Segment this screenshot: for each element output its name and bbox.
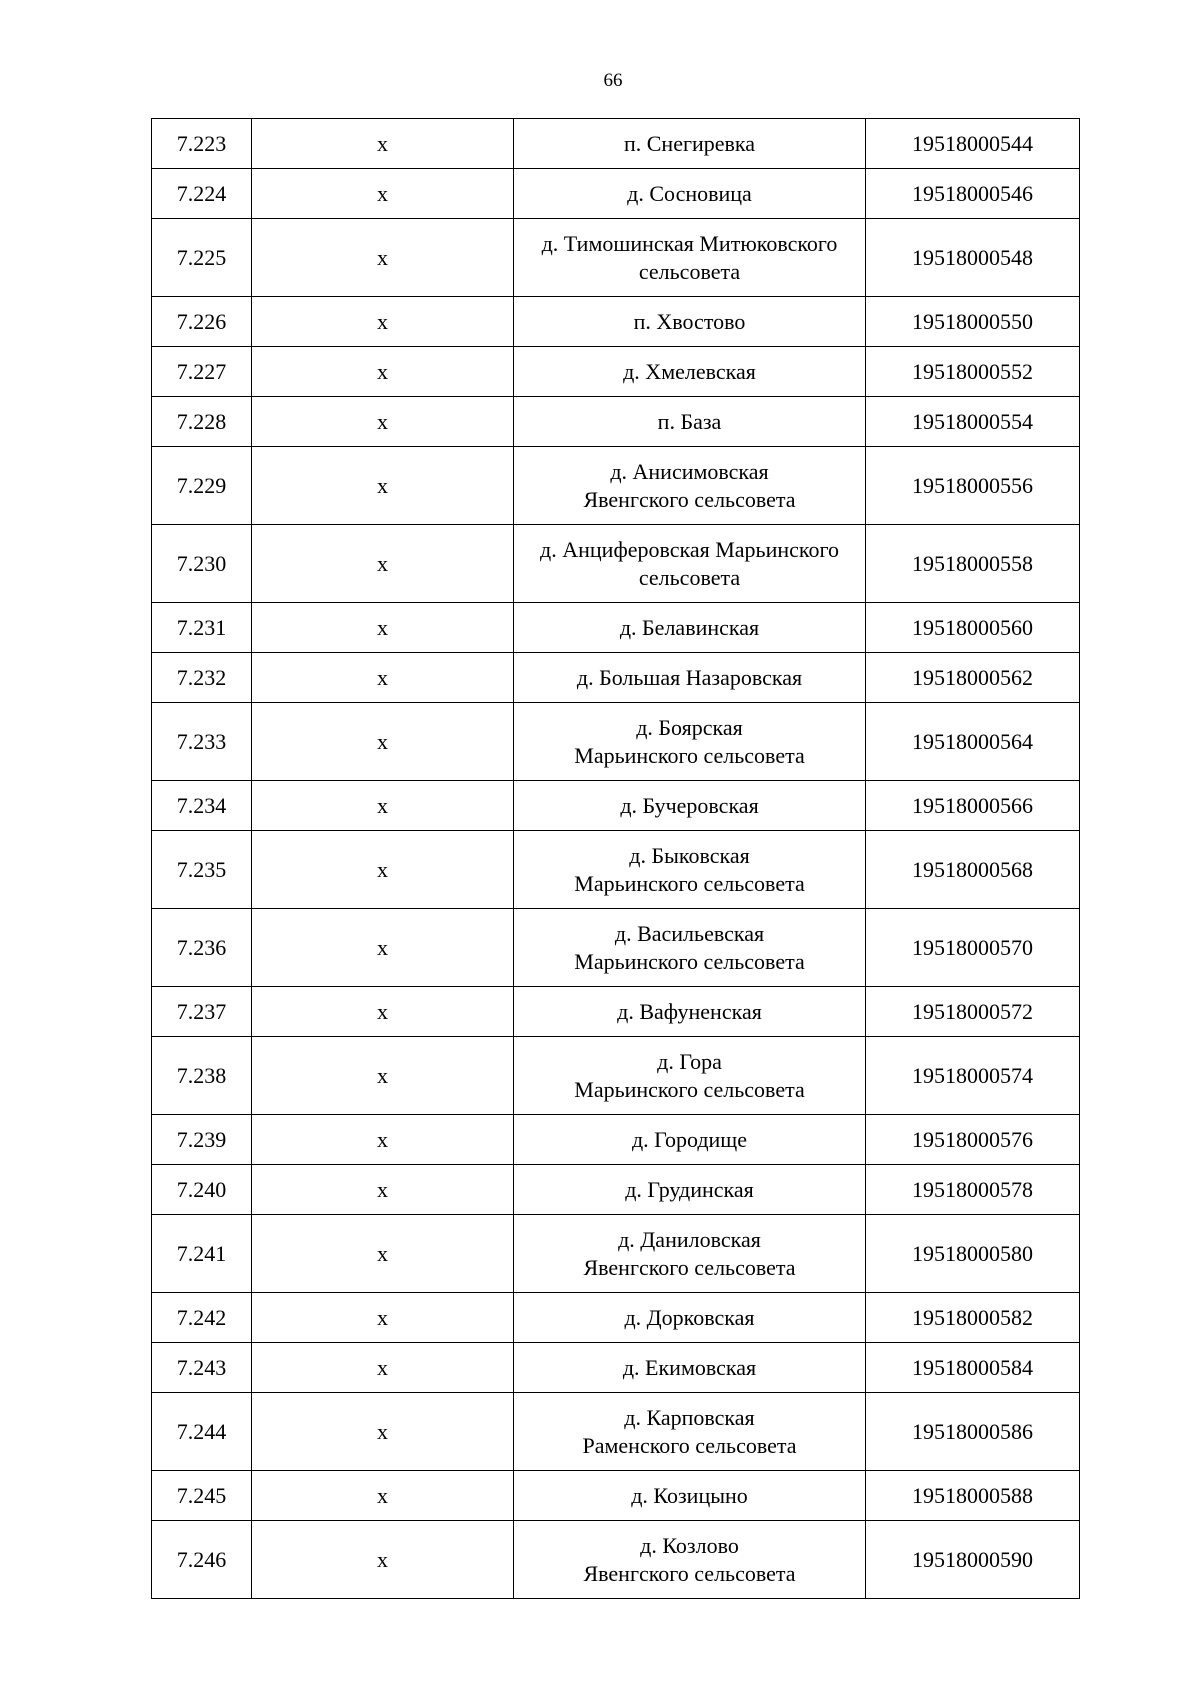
oktmo-code-cell: 19518000550 — [866, 297, 1080, 347]
table-row — [152, 119, 1080, 169]
settlement-name-cell — [514, 525, 866, 603]
mark-cell: х — [252, 703, 514, 781]
settlements-table — [151, 118, 1080, 1599]
table-row — [152, 987, 1080, 1037]
settlement-name-cell — [514, 1037, 866, 1115]
row-number-cell: 7.241 — [152, 1215, 252, 1293]
settlement-name-line: Явенгского сельсовета — [583, 1560, 796, 1586]
row-number-cell: 7.225 — [152, 219, 252, 297]
settlement-name-cell — [514, 169, 866, 219]
mark-cell: х — [252, 219, 514, 297]
settlement-name-cell — [514, 297, 866, 347]
mark-cell: х — [252, 1215, 514, 1293]
table-row — [152, 1471, 1080, 1521]
settlement-name-line: д. Анисимовская — [610, 458, 769, 484]
oktmo-code-cell: 19518000552 — [866, 347, 1080, 397]
row-number-cell: 7.237 — [152, 987, 252, 1037]
oktmo-code-cell: 19518000586 — [866, 1393, 1080, 1471]
settlement-name-line: д. Грудинская — [625, 1176, 754, 1202]
settlement-name-line: д. Васильевская — [614, 920, 765, 946]
table-row — [152, 447, 1080, 525]
oktmo-code-cell: 19518000564 — [866, 703, 1080, 781]
oktmo-code-cell: 19518000582 — [866, 1293, 1080, 1343]
settlement-name-line: д. Козицыно — [631, 1482, 748, 1508]
settlement-name-cell — [514, 447, 866, 525]
row-number-cell: 7.223 — [152, 119, 252, 169]
mark-cell: х — [252, 603, 514, 653]
row-number-cell: 7.231 — [152, 603, 252, 653]
settlement-name-cell — [514, 1293, 866, 1343]
table-row — [152, 1293, 1080, 1343]
row-number-cell: 7.243 — [152, 1343, 252, 1393]
settlement-name-line: д. Даниловская — [618, 1226, 761, 1252]
settlement-name-cell — [514, 1471, 866, 1521]
row-number-cell: 7.227 — [152, 347, 252, 397]
row-number-cell: 7.230 — [152, 525, 252, 603]
settlement-name-line: д. Козлово — [640, 1532, 739, 1558]
mark-cell: х — [252, 1037, 514, 1115]
settlement-name-line: Марьинского сельсовета — [574, 870, 805, 896]
settlement-name-cell — [514, 653, 866, 703]
mark-cell: х — [252, 297, 514, 347]
settlement-name-line: д. Бучеровская — [620, 792, 759, 818]
settlement-name-line: Раменского сельсовета — [582, 1432, 797, 1458]
table-row — [152, 1115, 1080, 1165]
settlement-name-line: д. Сосновица — [627, 180, 752, 206]
settlement-name-line: Марьинского сельсовета — [574, 742, 805, 768]
settlement-name-line: д. Тимошинская Митюковского — [541, 230, 838, 256]
settlement-name-line: д. Быковская — [629, 842, 750, 868]
row-number-cell: 7.242 — [152, 1293, 252, 1343]
oktmo-code-cell: 19518000572 — [866, 987, 1080, 1037]
mark-cell: х — [252, 653, 514, 703]
settlement-name-cell — [514, 397, 866, 447]
row-number-cell: 7.239 — [152, 1115, 252, 1165]
settlement-name-line: д. Вафуненская — [617, 998, 762, 1024]
oktmo-code-cell: 19518000590 — [866, 1521, 1080, 1599]
table-row — [152, 909, 1080, 987]
settlement-name-cell — [514, 1115, 866, 1165]
settlement-name-line: д. Дорковская — [624, 1304, 755, 1330]
settlement-name-cell — [514, 219, 866, 297]
oktmo-code-cell: 19518000584 — [866, 1343, 1080, 1393]
settlement-name-line: п. Снегиревка — [623, 130, 756, 156]
settlement-name-line: д. Екимовская — [622, 1354, 757, 1380]
mark-cell: х — [252, 119, 514, 169]
mark-cell: х — [252, 909, 514, 987]
settlement-name-line: п. Хвостово — [633, 308, 746, 334]
settlement-name-cell — [514, 1165, 866, 1215]
settlement-name-cell — [514, 781, 866, 831]
table-row — [152, 1393, 1080, 1471]
settlement-name-cell — [514, 119, 866, 169]
oktmo-code-cell: 19518000578 — [866, 1165, 1080, 1215]
row-number-cell: 7.232 — [152, 653, 252, 703]
settlement-name-cell — [514, 831, 866, 909]
settlement-name-cell — [514, 603, 866, 653]
row-number-cell: 7.229 — [152, 447, 252, 525]
table-row — [152, 831, 1080, 909]
oktmo-code-cell: 19518000556 — [866, 447, 1080, 525]
settlement-name-line: сельсовета — [638, 258, 741, 284]
row-number-cell: 7.233 — [152, 703, 252, 781]
table-row — [152, 703, 1080, 781]
settlement-name-line: д. Хмелевская — [623, 358, 756, 384]
row-number-cell: 7.245 — [152, 1471, 252, 1521]
oktmo-code-cell: 19518000574 — [866, 1037, 1080, 1115]
oktmo-code-cell: 19518000588 — [866, 1471, 1080, 1521]
mark-cell: х — [252, 1115, 514, 1165]
row-number-cell: 7.224 — [152, 169, 252, 219]
settlement-name-cell — [514, 703, 866, 781]
settlement-name-line: д. Большая Назаровская — [576, 664, 803, 690]
settlement-name-cell — [514, 1215, 866, 1293]
table-row — [152, 219, 1080, 297]
settlement-name-cell — [514, 909, 866, 987]
oktmo-code-cell: 19518000568 — [866, 831, 1080, 909]
settlement-name-line: Явенгского сельсовета — [583, 1254, 796, 1280]
mark-cell: х — [252, 397, 514, 447]
table-row — [152, 1165, 1080, 1215]
table-row — [152, 347, 1080, 397]
settlement-name-line: Марьинского сельсовета — [574, 948, 805, 974]
mark-cell: х — [252, 987, 514, 1037]
table-row — [152, 397, 1080, 447]
mark-cell: х — [252, 781, 514, 831]
table-body — [152, 119, 1080, 1599]
row-number-cell: 7.244 — [152, 1393, 252, 1471]
row-number-cell: 7.228 — [152, 397, 252, 447]
table-row — [152, 1343, 1080, 1393]
table-row — [152, 297, 1080, 347]
table-row — [152, 169, 1080, 219]
mark-cell: х — [252, 1165, 514, 1215]
oktmo-code-cell: 19518000576 — [866, 1115, 1080, 1165]
mark-cell: х — [252, 1471, 514, 1521]
table-row — [152, 525, 1080, 603]
mark-cell: х — [252, 1393, 514, 1471]
settlement-name-line: сельсовета — [638, 564, 741, 590]
oktmo-code-cell: 19518000562 — [866, 653, 1080, 703]
settlement-name-cell — [514, 1393, 866, 1471]
page-number: 66 — [603, 70, 623, 91]
settlement-name-line: д. Анциферовская Марьинского — [540, 536, 839, 562]
settlement-name-line: п. База — [657, 408, 722, 434]
mark-cell: х — [252, 831, 514, 909]
mark-cell: х — [252, 169, 514, 219]
oktmo-code-cell: 19518000560 — [866, 603, 1080, 653]
oktmo-code-cell: 19518000554 — [866, 397, 1080, 447]
settlement-name-cell — [514, 1521, 866, 1599]
settlement-name-line: д. Городище — [631, 1126, 748, 1152]
oktmo-code-cell: 19518000548 — [866, 219, 1080, 297]
settlement-name-line: д. Белавинская — [619, 614, 760, 640]
row-number-cell: 7.246 — [152, 1521, 252, 1599]
row-number-cell: 7.236 — [152, 909, 252, 987]
oktmo-code-cell: 19518000558 — [866, 525, 1080, 603]
settlement-name-line: Марьинского сельсовета — [574, 1076, 805, 1102]
row-number-cell: 7.226 — [152, 297, 252, 347]
oktmo-code-cell: 19518000570 — [866, 909, 1080, 987]
row-number-cell: 7.234 — [152, 781, 252, 831]
table-row — [152, 1521, 1080, 1599]
table-row — [152, 781, 1080, 831]
mark-cell: х — [252, 1343, 514, 1393]
mark-cell: х — [252, 1521, 514, 1599]
row-number-cell: 7.235 — [152, 831, 252, 909]
row-number-cell: 7.240 — [152, 1165, 252, 1215]
mark-cell: х — [252, 525, 514, 603]
settlement-name-line: Явенгского сельсовета — [583, 486, 796, 512]
table-row — [152, 603, 1080, 653]
row-number-cell: 7.238 — [152, 1037, 252, 1115]
settlement-name-cell — [514, 987, 866, 1037]
oktmo-code-cell: 19518000546 — [866, 169, 1080, 219]
table-row — [152, 653, 1080, 703]
settlement-name-cell — [514, 347, 866, 397]
settlement-name-line: д. Гора — [657, 1048, 722, 1074]
settlement-name-line: д. Карповская — [624, 1404, 755, 1430]
table-row — [152, 1037, 1080, 1115]
oktmo-code-cell: 19518000566 — [866, 781, 1080, 831]
settlement-name-line: д. Боярская — [636, 714, 743, 740]
mark-cell: х — [252, 347, 514, 397]
table-row — [152, 1215, 1080, 1293]
mark-cell: х — [252, 447, 514, 525]
mark-cell: х — [252, 1293, 514, 1343]
oktmo-code-cell: 19518000580 — [866, 1215, 1080, 1293]
oktmo-code-cell: 19518000544 — [866, 119, 1080, 169]
settlement-name-cell — [514, 1343, 866, 1393]
